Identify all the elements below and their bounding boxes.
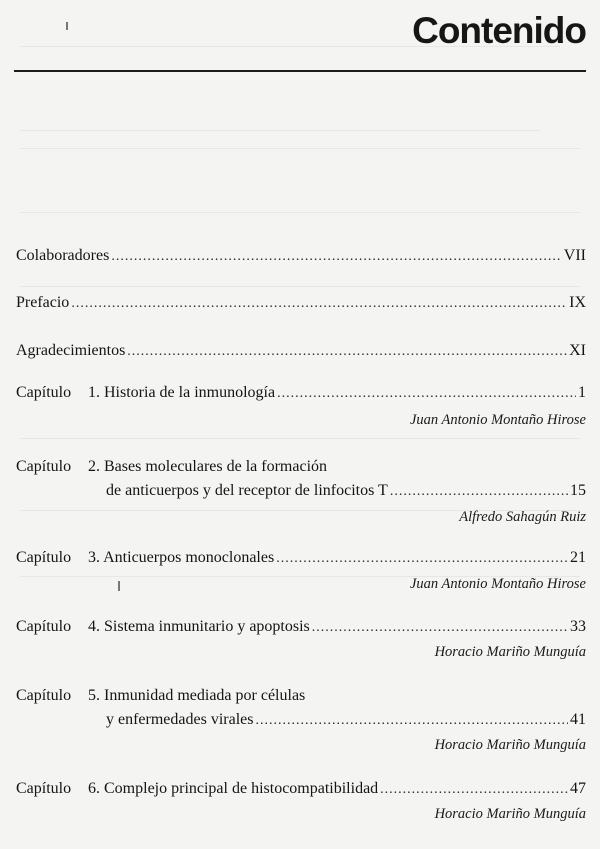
- dot-leader: [312, 619, 568, 637]
- toc-chapter-5[interactable]: [16, 687, 586, 705]
- dot-leader: [127, 343, 567, 361]
- toc-chapter-5-continued[interactable]: [16, 711, 586, 730]
- chapter-author: Juan Antonio Montaño Hirose: [409, 576, 586, 592]
- title-rule: [14, 70, 586, 72]
- chapter-author: Horacio Mariño Munguía: [434, 737, 586, 753]
- chapter-title: 6. Complejo principal de histocompatibilidad: [88, 780, 379, 797]
- chapter-title: 1. Historia de la inmunología: [88, 384, 276, 401]
- chapter-title-line-1: 5. Inmunidad mediada por células: [88, 687, 306, 704]
- toc-page-number: 33: [570, 618, 586, 635]
- chapter-title: 3. Anticuerpos monoclonales: [88, 549, 275, 566]
- toc-entry-label: Prefacio: [16, 294, 70, 311]
- toc-entry-agradecimientos[interactable]: [16, 342, 586, 361]
- bleed-through-line: [20, 212, 580, 213]
- toc-entry-label: Colaboradores: [16, 247, 110, 264]
- toc-page-number: 47: [570, 780, 586, 797]
- toc-page-number: IX: [569, 294, 586, 311]
- chapter-author: Alfredo Sahagún Ruiz: [459, 509, 586, 525]
- scan-speck: [118, 581, 120, 591]
- toc-page-number: 41: [570, 711, 586, 728]
- dot-leader: [255, 712, 568, 730]
- chapter-title: 4. Sistema inmunitario y apoptosis: [88, 618, 310, 635]
- dot-leader: [111, 248, 561, 266]
- toc-page-number: VII: [563, 247, 586, 264]
- toc-chapter-4[interactable]: [16, 618, 586, 637]
- chapter-title-line-2: y enfermedades virales: [106, 711, 254, 728]
- toc-chapter-2[interactable]: [16, 458, 586, 476]
- dot-leader: [390, 483, 568, 501]
- toc-chapter-1[interactable]: [16, 384, 586, 403]
- toc-entry-label: Agradecimientos: [16, 342, 126, 359]
- dot-leader: [277, 385, 576, 403]
- bleed-through-line: [20, 130, 540, 131]
- bleed-through-line: [20, 438, 580, 439]
- chapter-author: Horacio Mariño Munguía: [434, 644, 586, 660]
- toc-chapter-3[interactable]: [16, 549, 586, 568]
- chapter-word: Capítulo: [16, 618, 72, 635]
- chapter-word: Capítulo: [16, 384, 72, 401]
- toc-page-number: XI: [569, 342, 586, 359]
- bleed-through-line: [20, 148, 580, 149]
- chapter-word: Capítulo: [16, 780, 72, 797]
- scan-speck: [66, 22, 68, 30]
- bleed-through-line: [20, 286, 580, 287]
- chapter-word: Capítulo: [16, 458, 72, 475]
- chapter-word: Capítulo: [16, 549, 72, 566]
- chapter-word: Capítulo: [16, 687, 72, 704]
- toc-page-number: 21: [570, 549, 586, 566]
- chapter-title-line-2: de anticuerpos y del receptor de linfocitos T: [106, 482, 388, 499]
- dot-leader: [380, 781, 568, 799]
- page-title: Contenido: [412, 10, 586, 51]
- toc-page-number: 1: [578, 384, 586, 401]
- toc-chapter-2-continued[interactable]: [16, 482, 586, 501]
- toc-entry-colaboradores[interactable]: [16, 247, 586, 266]
- dot-leader: [71, 295, 567, 313]
- chapter-author: Juan Antonio Montaño Hirose: [409, 412, 586, 428]
- chapter-author: Horacio Mariño Munguía: [434, 806, 586, 822]
- toc-page-number: 15: [570, 482, 586, 499]
- toc-chapter-6[interactable]: [16, 780, 586, 799]
- dot-leader: [276, 550, 568, 568]
- chapter-title-line-1: 2. Bases moleculares de la formación: [88, 458, 328, 475]
- toc-entry-prefacio[interactable]: [16, 294, 586, 313]
